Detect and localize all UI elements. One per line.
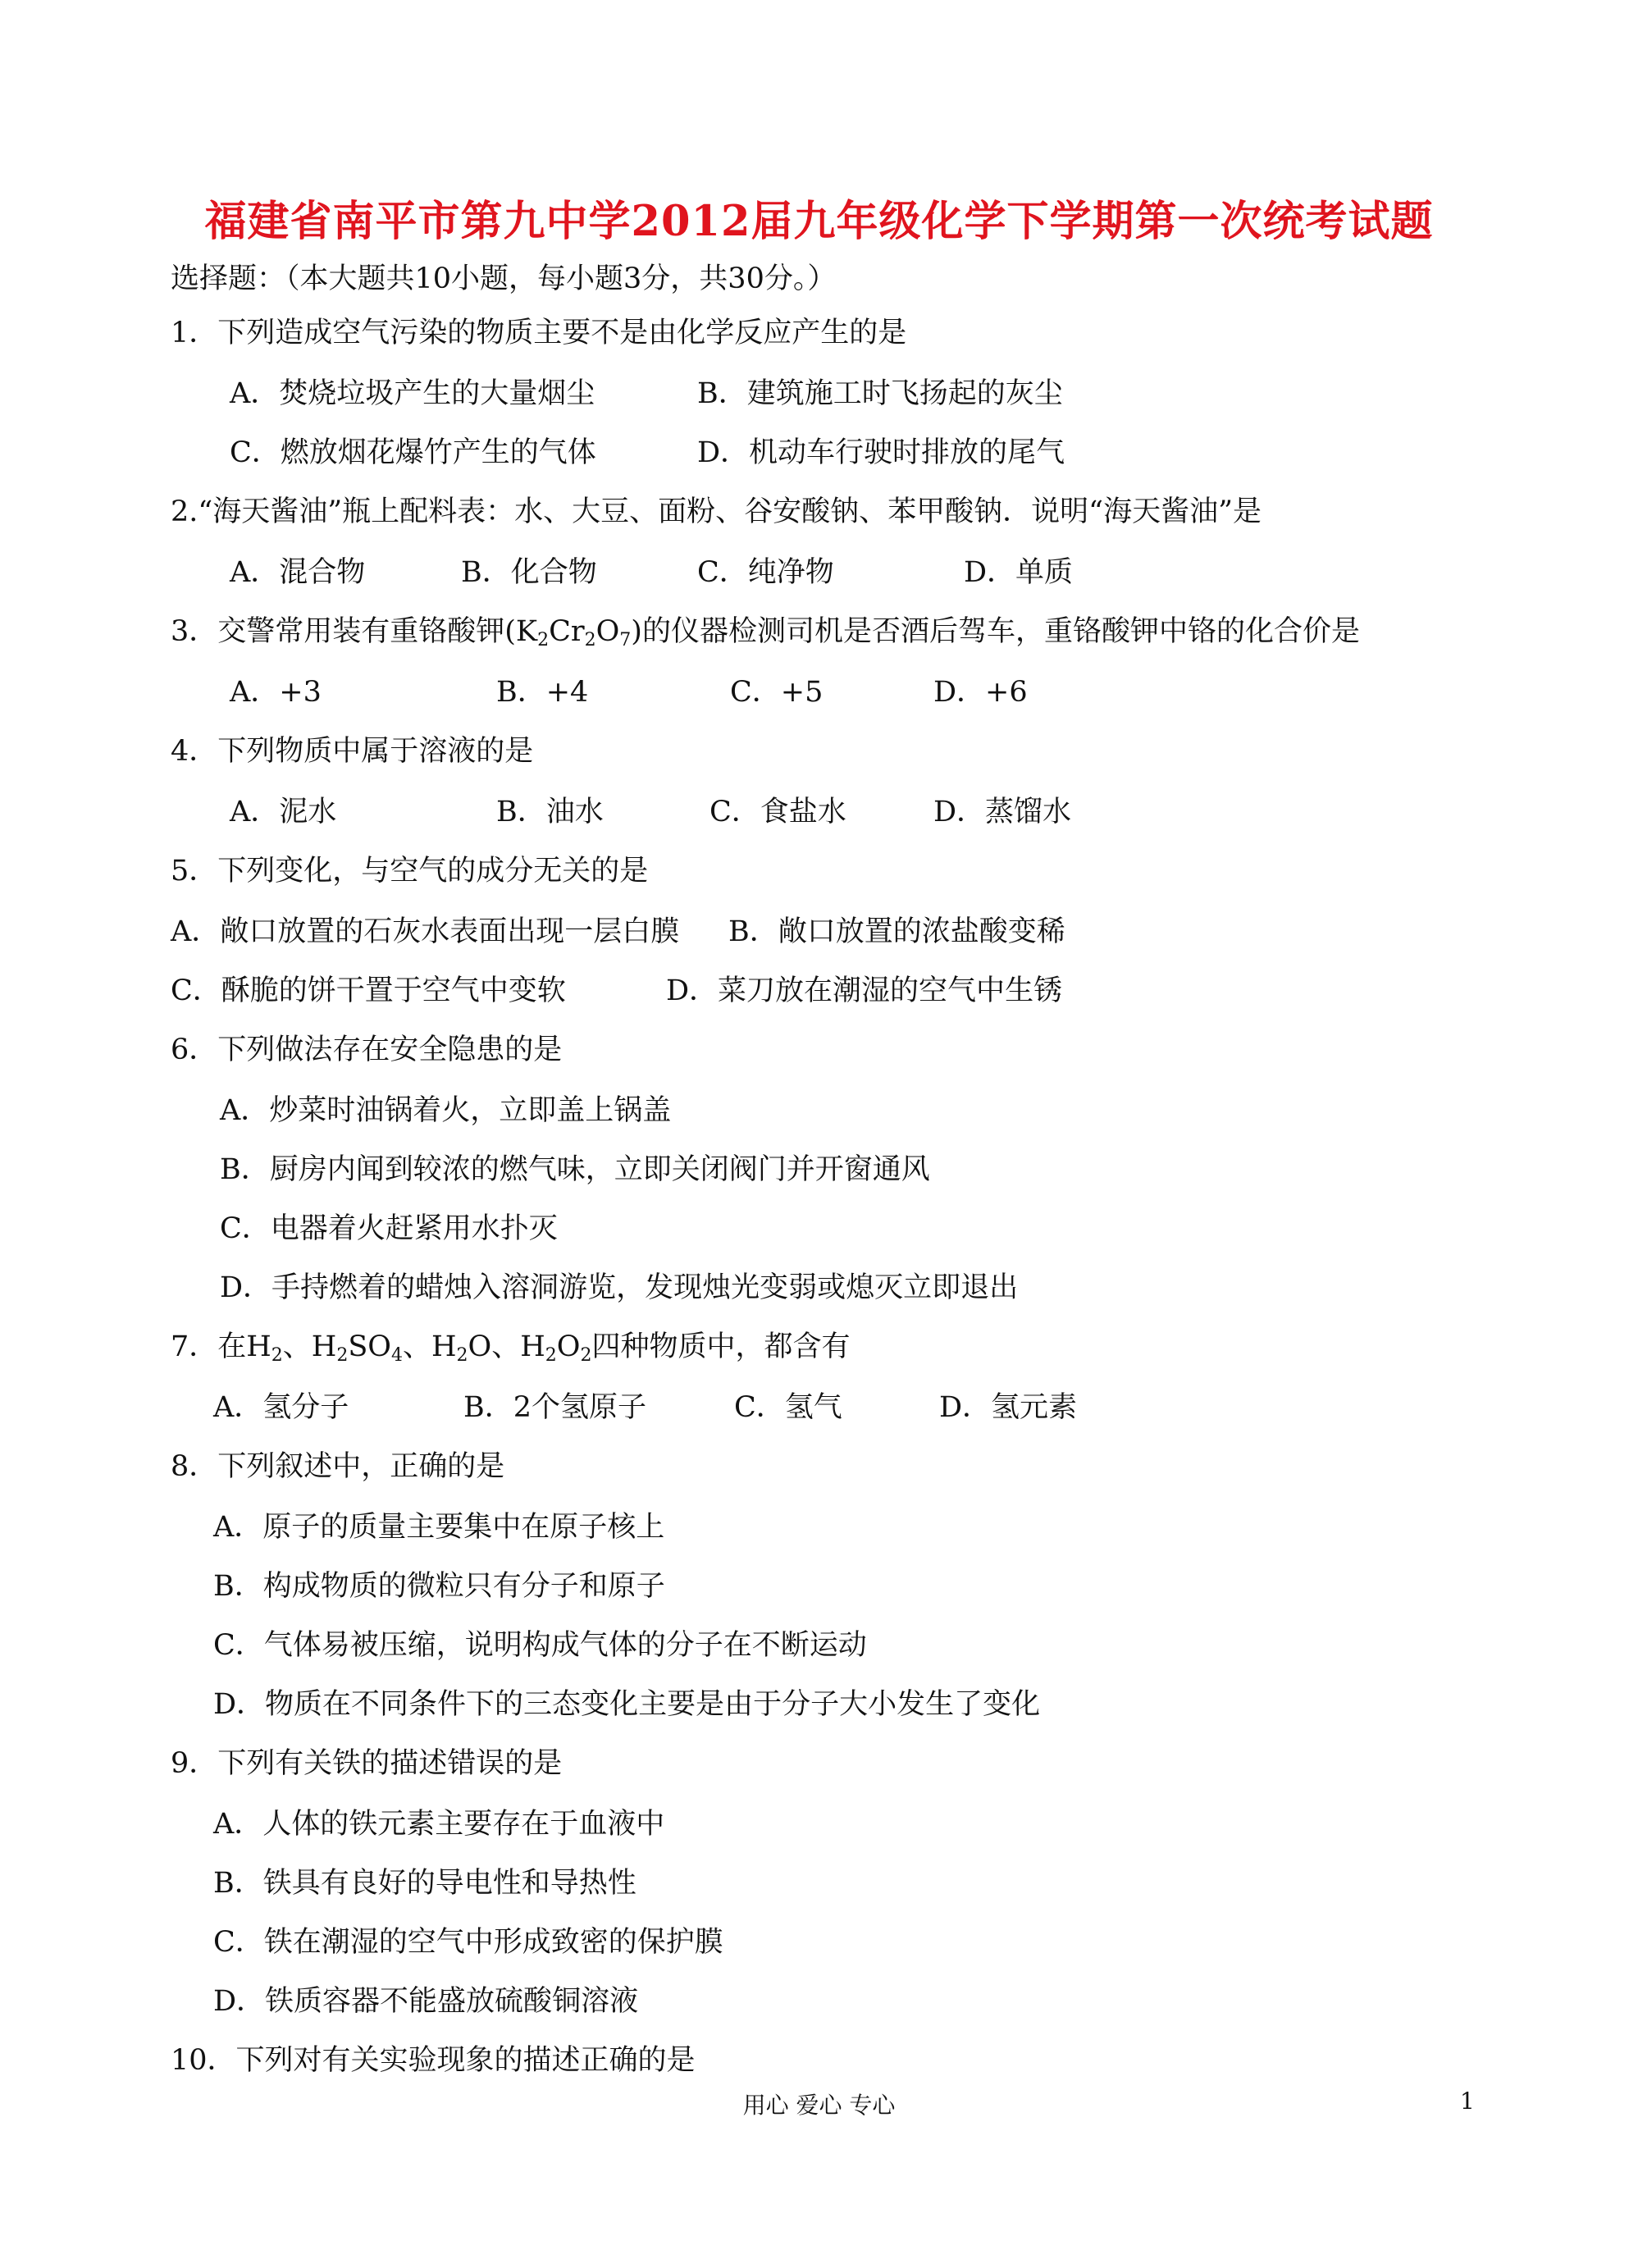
question-2-option-d: D．单质 bbox=[964, 556, 1074, 589]
question-1-option-a: A．焚烧垃圾产生的大量烟尘 bbox=[230, 377, 595, 410]
question-8-option-a: A．原子的质量主要集中在原子核上 bbox=[213, 1511, 665, 1544]
question-4-option-a: A．泥水 bbox=[230, 796, 337, 828]
question-1-option-b: B．建筑施工时飞扬起的灰尘 bbox=[697, 377, 1063, 410]
question-8-option-c: C．气体易被压缩，说明构成气体的分子在不断运动 bbox=[213, 1629, 867, 1662]
question-2-option-c: C．纯净物 bbox=[697, 556, 834, 589]
question-7-option-a: A．氢分子 bbox=[213, 1391, 349, 1424]
question-1-option-c: C．燃放烟花爆竹产生的气体 bbox=[230, 436, 596, 469]
question-6-option-d: D．手持燃着的蜡烛入溶洞游览，发现烛光变弱或熄灭立即退出 bbox=[220, 1271, 1019, 1304]
page-number: 1 bbox=[1460, 2088, 1475, 2115]
question-1-stem: 1．下列造成空气污染的物质主要不是由化学反应产生的是 bbox=[171, 317, 907, 349]
question-9-stem: 9．下列有关铁的描述错误的是 bbox=[171, 1747, 563, 1780]
page-footer: 用心 爱心 专心 bbox=[742, 2092, 896, 2119]
question-5-option-b: B．敞口放置的浓盐酸变稀 bbox=[728, 915, 1065, 948]
question-2-option-b: B．化合物 bbox=[461, 556, 597, 589]
page-title: 福建省南平市第九中学2012届九年级化学下学期第一次统考试题 bbox=[204, 197, 1434, 246]
question-4-stem: 4．下列物质中属于溶液的是 bbox=[171, 735, 534, 768]
question-8-stem: 8．下列叙述中，正确的是 bbox=[171, 1450, 505, 1483]
question-4-option-d: D．蒸馏水 bbox=[933, 796, 1072, 828]
question-9-option-b: B．铁具有良好的导电性和导热性 bbox=[213, 1867, 636, 1900]
question-10-stem: 10．下列对有关实验现象的描述正确的是 bbox=[171, 2044, 696, 2077]
question-7-option-d: D．氢元素 bbox=[939, 1391, 1078, 1424]
question-6-option-c: C．电器着火赶紧用水扑灭 bbox=[220, 1212, 558, 1245]
question-8-option-b: B．构成物质的微粒只有分子和原子 bbox=[213, 1570, 665, 1603]
question-7-option-b: B．2个氢原子 bbox=[463, 1391, 646, 1424]
question-5-option-d: D．菜刀放在潮湿的空气中生锈 bbox=[666, 974, 1063, 1007]
question-5-option-a: A．敞口放置的石灰水表面出现一层白膜 bbox=[171, 915, 680, 948]
question-3-option-c: C．+5 bbox=[730, 676, 824, 709]
question-5-stem: 5．下列变化，与空气的成分无关的是 bbox=[171, 855, 649, 888]
question-3-option-b: B．+4 bbox=[496, 676, 589, 709]
question-6-option-b: B．厨房内闻到较浓的燃气味，立即关闭阀门并开窗通风 bbox=[220, 1153, 930, 1186]
question-4-option-b: B．油水 bbox=[496, 796, 604, 828]
question-6-option-a: A．炒菜时油锅着火，立即盖上锅盖 bbox=[220, 1094, 672, 1127]
question-3-option-d: D．+6 bbox=[933, 676, 1028, 709]
question-3-option-a: A．+3 bbox=[230, 676, 322, 709]
question-1-option-d: D．机动车行驶时排放的尾气 bbox=[697, 436, 1065, 469]
question-8-option-d: D．物质在不同条件下的三态变化主要是由于分子大小发生了变化 bbox=[213, 1688, 1041, 1721]
question-4-option-c: C．食盐水 bbox=[709, 796, 846, 828]
question-7-stem: 7．在$H_2$、$H_2SO_4$、$H_2O$、$H_2O_2$四种物质中，都含有 bbox=[171, 1330, 851, 1366]
question-9-option-c: C．铁在潮湿的空气中形成致密的保护膜 bbox=[213, 1926, 723, 1959]
question-9-option-a: A．人体的铁元素主要存在于血液中 bbox=[213, 1808, 665, 1841]
question-7-option-c: C．氢气 bbox=[734, 1391, 842, 1424]
section-header: 选择题：（本大题共10小题，每小题3分，共30分。） bbox=[171, 262, 837, 295]
question-2-option-a: A．混合物 bbox=[230, 556, 366, 589]
question-6-stem: 6．下列做法存在安全隐患的是 bbox=[171, 1034, 563, 1066]
question-3-stem: 3．交警常用装有重铬酸钾$(K_2Cr_2O_7)$的仪器检测司机是否酒后驾车，重铬酸钾中铬的化合价是 bbox=[171, 615, 1360, 650]
question-2-stem: 2.“海天酱油”瓶上配料表：水、大豆、面粉、谷安酸钠、苯甲酸钠．说明“海天酱油”是 bbox=[171, 495, 1262, 528]
question-9-option-d: D．铁质容器不能盛放硫酸铜溶液 bbox=[213, 1985, 639, 2018]
question-5-option-c: C．酥脆的饼干置于空气中变软 bbox=[171, 974, 566, 1007]
